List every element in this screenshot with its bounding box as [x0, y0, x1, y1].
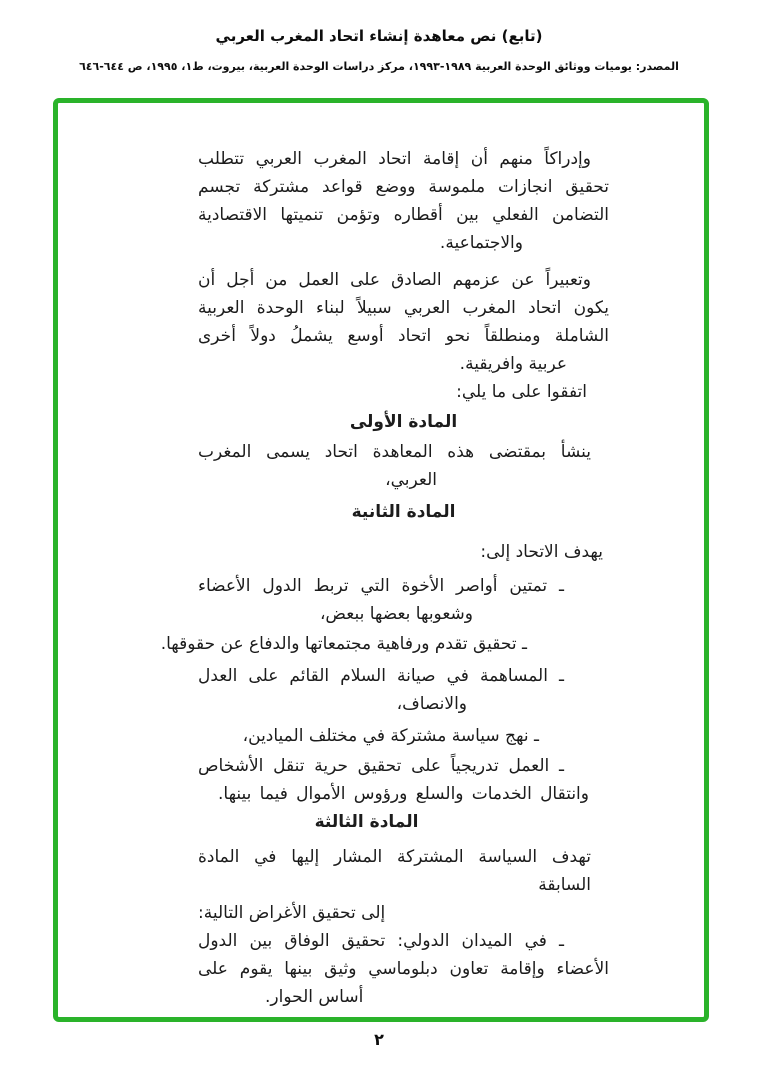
preamble-paragraph-1	[198, 145, 609, 257]
list-item-line: ـ في الميدان الدولي: تحقيق الوفاق بين الدول	[198, 931, 564, 951]
list-item-line: ـ تحقيق تقدم ورفاهية مجتمعاتها والدفاع عن حقوقها.	[160, 634, 527, 654]
article-one-paragraph	[198, 438, 609, 494]
list-item-line: وانتقال الخدمات والسلع ورؤوس الأموال فيما بينها.	[218, 784, 589, 804]
article-one-heading: المادة الأولى	[349, 412, 458, 432]
paragraph-line: يكون اتحاد المغرب العربي سبيلاً لبناء الوحدة العربية	[198, 298, 609, 318]
list-item-line: ـ العمل تدريجياً على تحقيق حرية تنقل الأشخاص	[198, 756, 564, 776]
article-two-goal-2	[160, 630, 609, 658]
article-three-intro	[198, 843, 609, 927]
document-frame	[53, 98, 709, 1022]
paragraph-line: إلى تحقيق الأغراض التالية:	[198, 903, 386, 923]
document-source-line: المصدر: يوميات ووثائق الوحدة العربية ١٩٨٩-١٩٩٣، مركز دراسات الوحدة العربية، بيروت، ط١، ١٩٩٥، ص ٦٤٤-٦٤٦	[79, 60, 679, 73]
list-item-line: ـ تمتين أواصر الأخوة التي تربط الدول الأعضاء	[198, 576, 564, 596]
paragraph-line: والاجتماعية.	[439, 233, 523, 253]
list-item-line: وشعوبها بعضها ببعض،	[319, 604, 473, 624]
article-two-goal-5	[198, 752, 609, 808]
article-three-heading: المادة الثالثة	[314, 812, 419, 832]
treaty-text-column	[58, 103, 704, 1011]
list-item-line: ـ المساهمة في صيانة السلام القائم على العدل	[198, 666, 564, 686]
article-two-intro: يهدف الاتحاد إلى:	[480, 542, 603, 562]
page-number: ٢	[374, 1030, 384, 1049]
paragraph-line: التضامن الفعلي بين أقطاره وتؤمن تنميتها الاقتصادية	[198, 205, 609, 225]
list-item-line: ـ نهج سياسة مشتركة في مختلف الميادين،	[242, 726, 539, 746]
article-two-goal-4	[198, 722, 609, 750]
document-title: (تابع) نص معاهدة إنشاء اتحاد المغرب العربي	[215, 27, 543, 45]
paragraph-line: الشاملة ومنطلقاً نحو اتحاد أوسع يشملُ دولاً أخرى	[198, 326, 609, 346]
paragraph-line: وتعبيراً عن عزمهم الصادق على العمل من أجل أن	[198, 270, 591, 290]
agreement-line: اتفقوا على ما يلي:	[456, 382, 587, 402]
article-two-goal-1	[198, 572, 609, 628]
paragraph-line: عربية وافريقية.	[459, 354, 567, 374]
paragraph-line: وإدراكاً منهم أن إقامة اتحاد المغرب العربي تتطلب	[198, 149, 591, 169]
list-item-line: والانصاف،	[396, 694, 467, 714]
paragraph-line: ينشأ بمقتضى هذه المعاهدة اتحاد يسمى المغرب	[198, 442, 591, 462]
article-two-goal-3	[198, 662, 609, 718]
paragraph-line: العربي،	[385, 470, 437, 490]
list-item-line: أساس الحوار.	[265, 987, 364, 1007]
paragraph-line: تحقيق انجازات ملموسة ووضع قواعد مشتركة تجسم	[198, 177, 609, 197]
list-item-line: الأعضاء وإقامة تعاون دبلوماسي وثيق بينها يقوم على	[198, 959, 609, 979]
preamble-paragraph-2	[198, 266, 609, 378]
paragraph-line: تهدف السياسة المشتركة المشار إليها في المادة السابقة	[198, 847, 591, 895]
article-two-heading: المادة الثانية	[351, 502, 456, 522]
article-three-item-1	[198, 927, 609, 1011]
